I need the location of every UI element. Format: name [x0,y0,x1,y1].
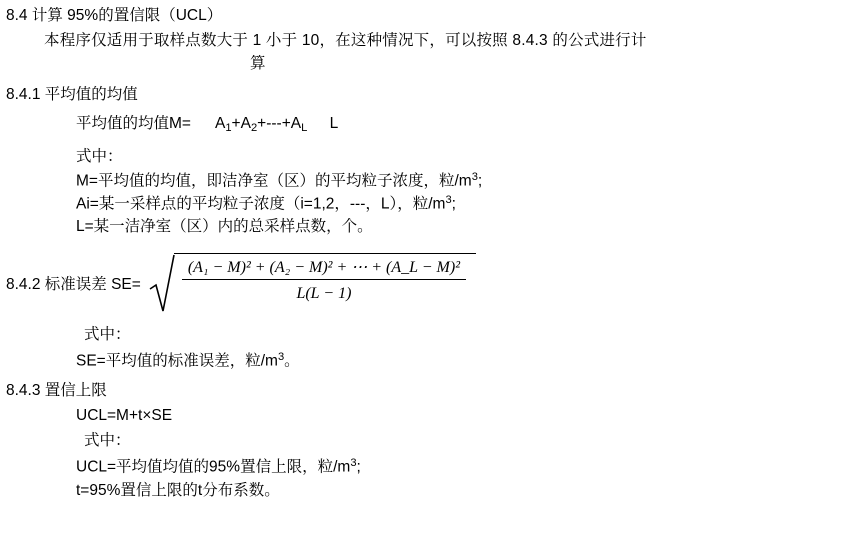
definition-ai-superscript: 3 [445,194,452,207]
definition-ai-text: Ai=某一采样点的平均粒子浓度（i=1,2，---，L），粒/m [76,195,446,213]
operator-plus-2: +---+ [257,115,291,133]
subsection-1-where-label: 式中： [76,147,123,165]
definition-se-superscript: 3 [277,351,285,364]
mean-fraction [197,114,338,136]
radicand-denominator: L(L − 1) [296,285,352,303]
term-a2: A [240,115,251,133]
mean-fraction-numerator [197,115,330,133]
subsection-1-definitions [76,170,855,238]
term-a1-subscript: 1 [225,122,232,135]
section-number: 8.4 [6,7,28,24]
subsection-3-where-label: 式中： [84,431,131,449]
section-intro-line-2: 算 [250,54,266,72]
section-title: 计算 95%的置信限（UCL） [31,7,223,24]
subsection-1-heading: 8.4.1 平均值的均值 [6,85,138,103]
subsection-2-block [6,253,855,313]
definition-l: L=某一洁净室（区）内的总采样点数，个。 [76,217,373,235]
ucl-equation: UCL=M+t×SE [76,406,173,424]
mean-formula-label: 平均值的均值M= [76,114,191,132]
definition-m-text: M=平均值的均值，即洁净室（区）的平均粒子浓度，粒/m [76,172,472,190]
term-aL: A [290,115,302,133]
subsection-2-where-label: 式中： [84,326,131,344]
definition-ucl-suffix: ; [356,458,361,476]
radicand [174,253,476,313]
definition-ucl-text: UCL=平均值均值的95%置信上限，粒/m [76,458,351,476]
definition-se [76,350,855,373]
mean-of-means-formula [76,114,855,137]
definition-ucl-superscript: 3 [350,456,357,469]
term-a2-subscript: 2 [250,122,258,135]
document-page [0,6,855,560]
term-aL-subscript: L [301,122,308,135]
definition-m-superscript: 3 [471,170,478,183]
square-root-expression [149,253,476,313]
mean-fraction-denominator: L [329,115,339,133]
definition-ucl [76,456,855,479]
definition-se-text: SE=平均值的标准误差，粒/m [76,352,278,370]
definition-m-suffix: ; [477,172,483,190]
definition-se-suffix: 。 [284,352,300,370]
radical-sign-icon [149,253,175,313]
subsection-3-definitions [76,456,855,502]
subsection-2-heading: 8.4.2 标准误差 SE= [6,276,141,294]
definition-ai [76,193,855,216]
definition-ai-suffix: ; [451,195,456,213]
definition-t: t=95%置信上限的t分布系数。 [76,482,280,500]
radicand-numerator: (A₁ − M)² + (A₂ − M)² + ⋯ + (A_L − M)² [187,259,461,277]
term-a1: A [214,115,226,133]
section-intro-line-1: 本程序仅适用于取样点数大于 1 小于 10，在这种情况下，可以按照 8.4.3 的公式进行计 [44,31,647,49]
operator-plus-1: + [231,115,241,133]
section-heading [6,6,855,27]
definition-m [76,170,855,193]
subsection-3-heading: 8.4.3 置信上限 [6,381,107,399]
